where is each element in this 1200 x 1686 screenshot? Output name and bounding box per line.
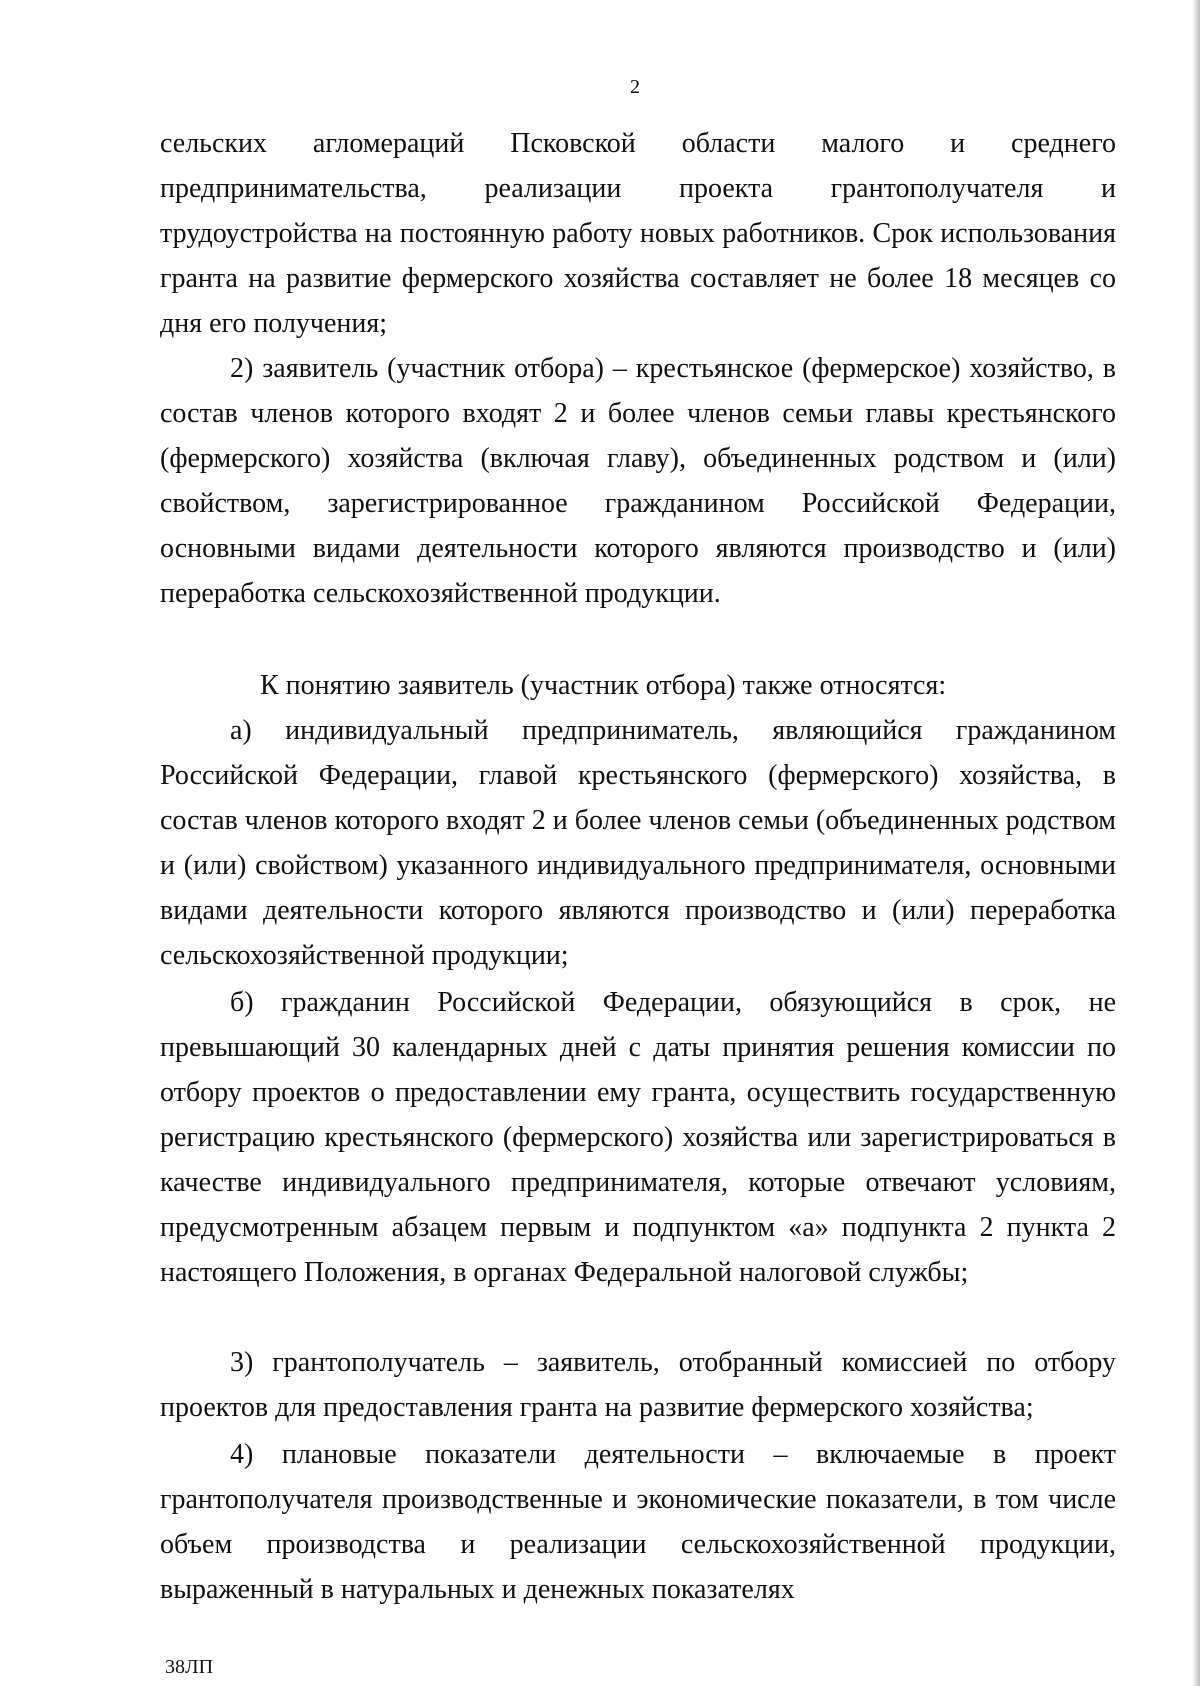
paragraph-text: 4) плановые показатели деятельности – включаемые в проект грантополучателя производственные и экономические показатели, в том числе объем производства и реализации сельскохозяйственной продукции, выраженный в натуральных и денежных показателях: [160, 1439, 1116, 1605]
paragraph-item-b: [160, 980, 1116, 1295]
paragraph-item-3: [160, 1340, 1116, 1430]
paragraph-text: К понятию заявитель (участник отбора) также относятся:: [260, 670, 947, 701]
paragraph-item-a: [160, 708, 1116, 978]
paragraph-intro-continuation: [160, 121, 1116, 346]
document-code: 38ЛП: [165, 1656, 214, 1678]
scan-edge-shadow: [1192, 0, 1200, 1686]
paragraph-item-4: [160, 1432, 1116, 1612]
paragraph-item-2: [160, 346, 1116, 616]
page-number: 2: [630, 76, 640, 98]
paragraph-text: 3) грантополучатель – заявитель, отобранный комиссией по отбору проектов для предоставления гранта на развитие фермерского хозяйства;: [160, 1347, 1116, 1423]
paragraph-text: сельских агломераций Псковской области малого и среднего предпринимательства, реализации проекта грантополучателя и трудоустройства на постоянную работу новых работников. Срок использования гранта на развитие фермерского хозяйства составляет не более 18 месяцев со дня его получения;: [160, 128, 1116, 339]
paragraph-text: 2) заявитель (участник отбора) – крестьянское (фермерское) хозяйство, в состав членов которого входят 2 и более членов семьи главы крестьянского (фермерского) хозяйства (включая главу), объединенных родством и (или) свойством, зарегистрированное гражданином Российской Федерации, основными видами деятельности которого являются производство и (или) переработка сельскохозяйственной продукции.: [160, 353, 1116, 609]
paragraph-text: а) индивидуальный предприниматель, являющийся гражданином Российской Федерации, главой крестьянского (фермерского) хозяйства, в состав членов которого входят 2 и более членов семьи (объединенных родством и (или) свойством) указанного индивидуального предпринимателя, основными видами деятельности которого являются производство и (или) переработка сельскохозяйственной продукции;: [160, 715, 1116, 971]
paragraph-applicant-concept: [160, 663, 1116, 708]
paragraph-text: б) гражданин Российской Федерации, обязующийся в срок, не превышающий 30 календарных дней с даты принятия решения комиссии по отбору проектов о предоставлении ему гранта, осуществить государственную регистрацию крестьянского (фермерского) хозяйства или зарегистрироваться в качестве индивидуального предпринимателя, которые отвечают условиям, предусмотренным абзацем первым и подпунктом «а» подпункта 2 пункта 2 настоящего Положения, в органах Федеральной налоговой службы;: [160, 987, 1116, 1288]
